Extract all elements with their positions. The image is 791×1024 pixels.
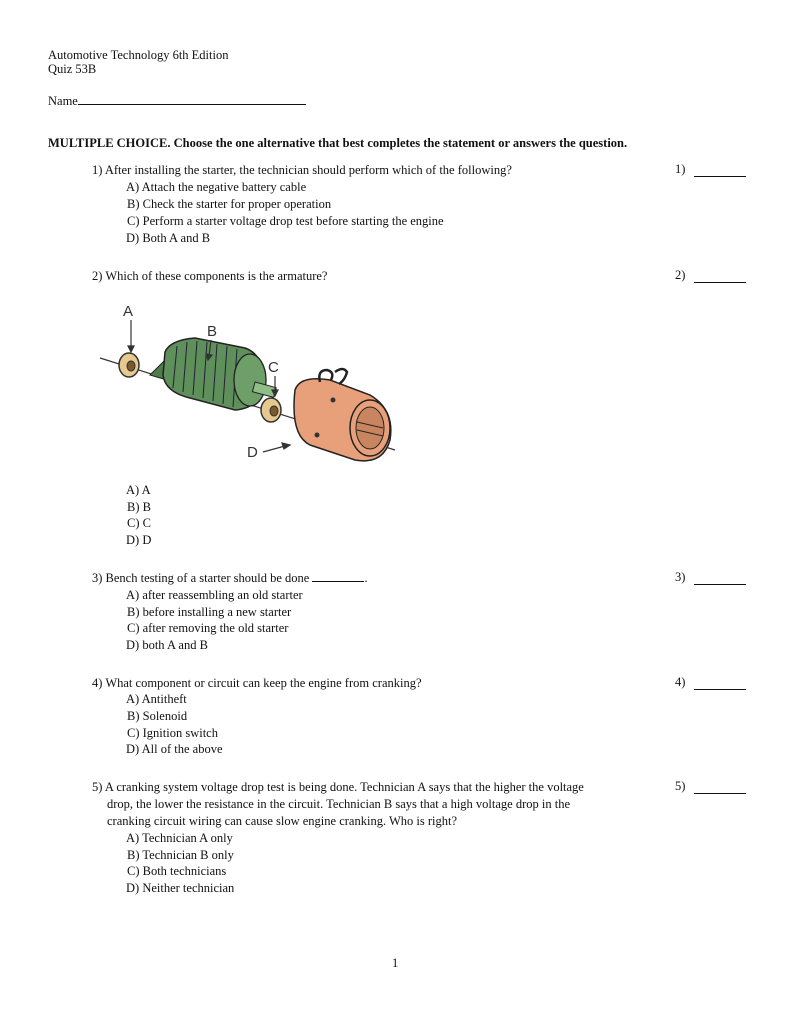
answer-label: 2) xyxy=(675,268,686,282)
quiz-title: Quiz 53B xyxy=(48,62,97,76)
answer-label: 1) xyxy=(675,162,686,176)
instructions: MULTIPLE CHOICE. Choose the one alternative that best completes the statement or answers the question. xyxy=(48,136,628,150)
starter-exploded-diagram xyxy=(95,300,405,465)
option-a[interactable]: A) after reassembling an old starter xyxy=(126,588,303,602)
question-stem: Which of these components is the armature? xyxy=(105,269,328,283)
option-b[interactable]: B) Check the starter for proper operation xyxy=(127,197,332,211)
label-a: A xyxy=(123,303,134,320)
answer-blank[interactable] xyxy=(694,675,746,690)
question-stem: What component or circuit can keep the engine from cranking? xyxy=(105,676,422,690)
bushing-a xyxy=(119,353,139,377)
option-b[interactable]: B) Technician B only xyxy=(127,848,234,862)
question-text xyxy=(92,162,512,179)
option-b[interactable]: B) B xyxy=(127,500,151,514)
option-d[interactable]: D) both A and B xyxy=(126,638,208,652)
label-b: B xyxy=(207,323,218,340)
option-d[interactable]: D) Neither technician xyxy=(126,881,235,895)
answer-label: 3) xyxy=(675,570,686,584)
option-a[interactable]: A) Antitheft xyxy=(126,692,187,706)
question-number: 4) xyxy=(92,676,103,690)
option-d[interactable]: D) Both A and B xyxy=(126,231,211,245)
question-suffix: . xyxy=(364,571,368,585)
option-c[interactable]: C) Both technicians xyxy=(127,864,227,878)
option-c[interactable]: C) C xyxy=(127,516,151,530)
option-d[interactable]: D) D xyxy=(126,533,152,547)
name-label: Name xyxy=(48,94,78,108)
option-d[interactable]: D) All of the above xyxy=(126,742,223,756)
option-c[interactable]: C) after removing the old starter xyxy=(127,621,289,635)
book-title: Automotive Technology 6th Edition xyxy=(48,48,229,62)
question-stem: Bench testing of a starter should be done xyxy=(105,571,310,585)
label-d: D xyxy=(247,444,258,461)
question-number: 5) xyxy=(92,780,103,794)
answer-label: 5) xyxy=(675,779,686,793)
armature-b xyxy=(150,338,276,410)
answer-label: 4) xyxy=(675,675,686,689)
option-c[interactable]: C) Ignition switch xyxy=(127,726,218,740)
option-a[interactable]: A) A xyxy=(126,483,151,497)
question-number: 3) xyxy=(92,571,103,585)
page-number: 1 xyxy=(392,956,399,970)
option-b[interactable]: B) Solenoid xyxy=(127,709,188,723)
answer-blank[interactable] xyxy=(694,779,746,794)
bushing-c xyxy=(261,398,281,422)
question-stem: A cranking system voltage drop test is being done. Technician A says that the higher the voltage xyxy=(104,780,584,794)
question-number: 2) xyxy=(92,269,103,283)
question-text xyxy=(92,268,327,285)
question-text-line-3: cranking circuit wiring can cause slow engine cranking. Who is right? xyxy=(107,814,458,828)
fill-in-blank xyxy=(312,570,364,582)
question-text xyxy=(92,570,368,587)
answer-blank[interactable] xyxy=(694,268,746,283)
answer-blank[interactable] xyxy=(694,162,746,177)
question-text-line-1 xyxy=(92,779,584,796)
option-a[interactable]: A) Attach the negative battery cable xyxy=(126,180,307,194)
option-a[interactable]: A) Technician A only xyxy=(126,831,233,845)
question-text xyxy=(92,675,422,692)
option-c[interactable]: C) Perform a starter voltage drop test before starting the engine xyxy=(127,214,444,228)
option-b[interactable]: B) before installing a new starter xyxy=(127,605,292,619)
question-stem: After installing the starter, the technician should perform which of the following? xyxy=(104,163,512,177)
label-c: C xyxy=(268,359,279,376)
arrow-d xyxy=(263,446,285,452)
question-text-line-2: drop, the lower the resistance in the circuit. Technician B says that a high voltage drop in the xyxy=(107,797,570,811)
name-blank-line[interactable] xyxy=(78,92,306,105)
name-field[interactable] xyxy=(48,92,306,108)
question-number: 1) xyxy=(92,163,103,177)
answer-blank[interactable] xyxy=(694,570,746,585)
housing-d xyxy=(294,369,391,461)
